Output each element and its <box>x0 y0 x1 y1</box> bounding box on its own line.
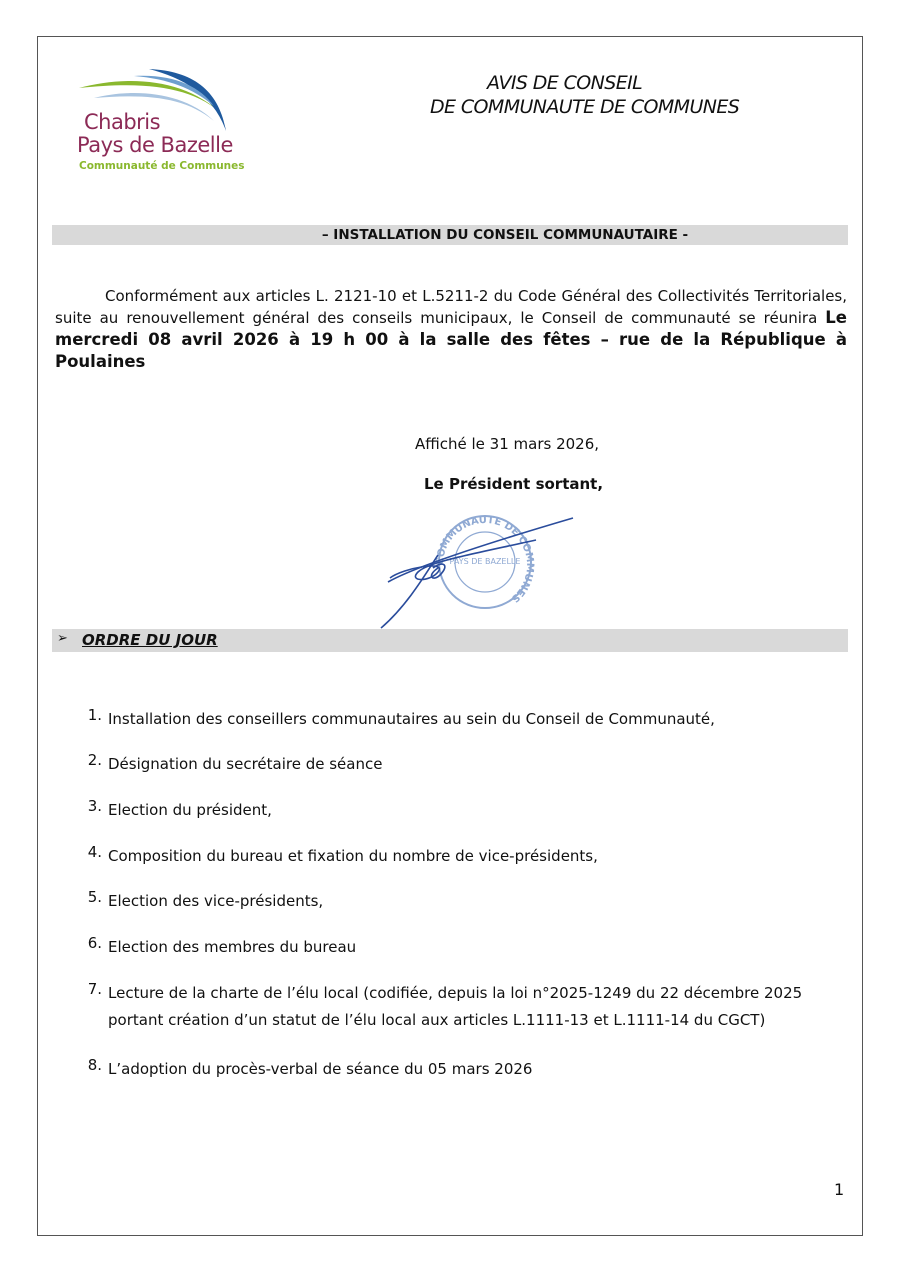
intro-paragraph <box>55 286 847 373</box>
posting-date: Affiché le 31 mars 2026, <box>415 435 600 453</box>
agenda-item-text: Election des membres du bureau <box>108 938 357 956</box>
agenda-item-number: 7. <box>87 980 102 998</box>
page-number: 1 <box>834 1180 845 1199</box>
agenda-item-number: 2. <box>87 751 102 769</box>
agenda-item-text: Election du président, <box>108 801 272 819</box>
logo-text-line3: Communauté de Communes <box>79 160 245 172</box>
logo <box>74 66 254 176</box>
stamp-ring-text: COMMUNAUTE DE COMMUNES <box>434 514 536 605</box>
agenda-item-number: 8. <box>87 1056 102 1074</box>
intro-text: Conformément aux articles L. 2121-10 et L.5211-2 du Code Général des Collectivités Territoriales, suite au renouvellement général des conseils municipaux, le Conseil de communauté se réunira <box>55 287 847 327</box>
agenda-item-text: Lecture de la charte de l’élu local (codifiée, depuis la loi n°2025-1249 du 22 décembre 2025 portant création d’un statut de l’élu local aux articles L.1111-13 et L.1111-14 du CGCT) <box>108 984 803 1029</box>
agenda-item-number: 1. <box>87 706 102 724</box>
arrow-bullet-icon: ➢ <box>57 631 68 646</box>
agenda-item-text: Election des vice-présidents, <box>108 892 324 910</box>
agenda-band <box>52 629 848 652</box>
agenda-item-text: Désignation du secrétaire de séance <box>108 755 383 773</box>
agenda-item-number: 3. <box>87 797 102 815</box>
title-line2: DE COMMUNAUTE DE COMMUNES <box>430 96 740 118</box>
agenda-item-number: 5. <box>87 888 102 906</box>
logo-text-line2: Pays de Bazelle <box>77 133 233 157</box>
stamp-center-text: PAYS DE BAZELLE <box>449 557 521 566</box>
meeting-details: Le mercredi 08 avril 2026 à 19 h 00 à la salle des fêtes – rue de la République à Poulaines <box>55 308 847 371</box>
section-title-band <box>52 225 848 245</box>
agenda-item-text: L’adoption du procès-verbal de séance du 05 mars 2026 <box>108 1060 533 1078</box>
title-line1: AVIS DE CONSEIL <box>487 72 643 94</box>
agenda-item-number: 4. <box>87 843 102 861</box>
section-title: – INSTALLATION DU CONSEIL COMMUNAUTAIRE - <box>321 227 689 243</box>
agenda-item-text: Composition du bureau et fixation du nombre de vice-présidents, <box>108 847 598 865</box>
signature-stamp-icon <box>378 510 578 635</box>
logo-text-line1: Chabris <box>84 110 161 134</box>
signatory-title: Le Président sortant, <box>424 475 604 493</box>
agenda-item-number: 6. <box>87 934 102 952</box>
agenda-item-text: Installation des conseillers communautaires au sein du Conseil de Communauté, <box>108 710 715 728</box>
agenda-title: ORDRE DU JOUR <box>82 631 218 649</box>
